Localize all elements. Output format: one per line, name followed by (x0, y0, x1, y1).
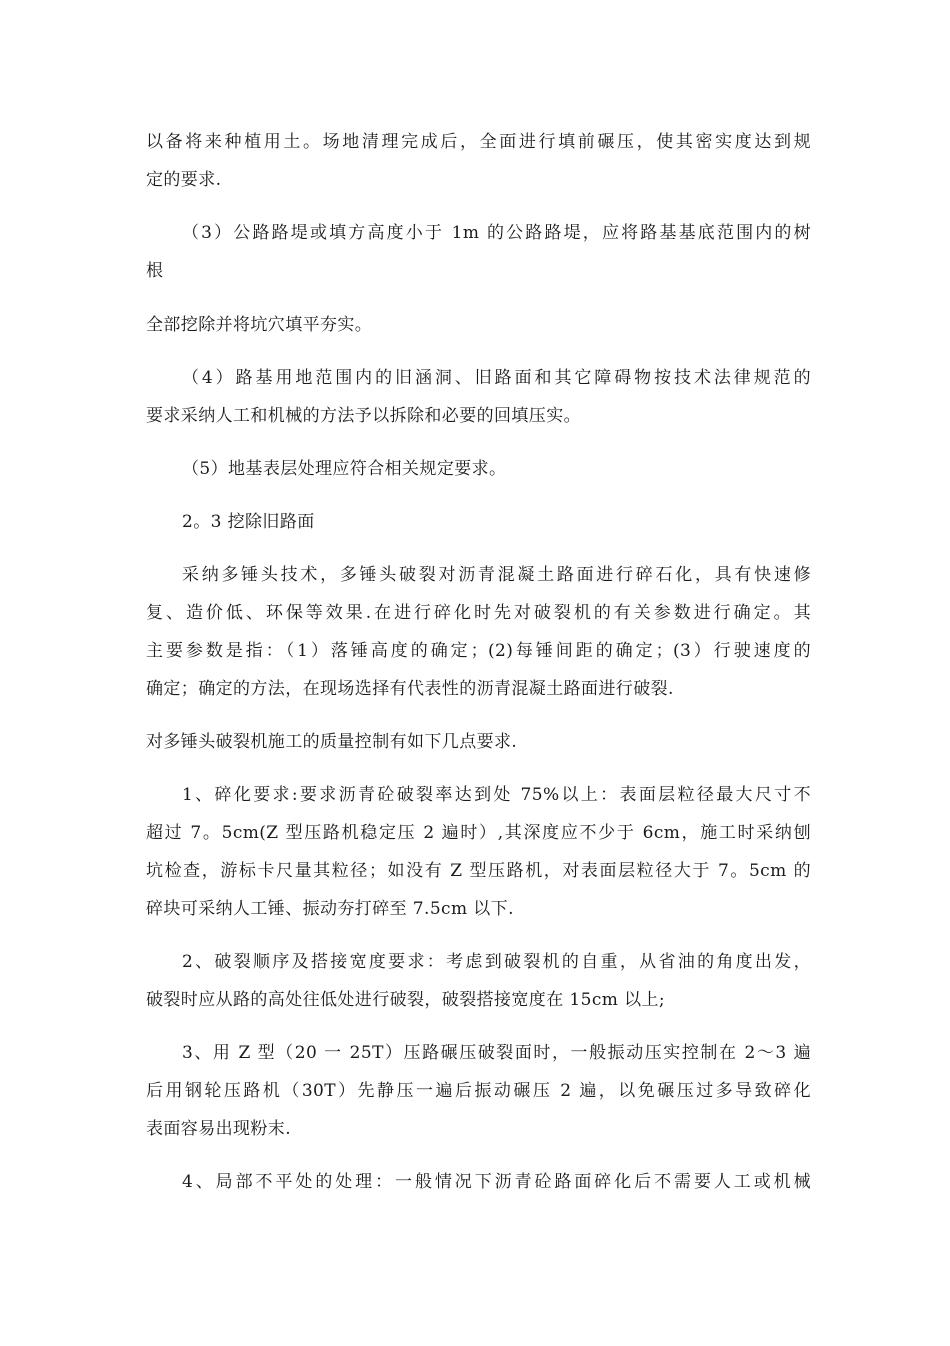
paragraph-line: （3）公路路堤或填方高度小于 1m 的公路路堤，应将路基基底范围内的树 (182, 223, 811, 243)
paragraph-line: 要求采纳人工和机械的方法予以拆除和必要的回填压实。 (146, 406, 581, 426)
paragraph-line: 全部挖除并将坑穴填平夯实。 (146, 315, 373, 335)
paragraph-line: （4）路基用地范围内的旧涵洞、旧路面和其它障碍物按技术法律规范的 (182, 368, 811, 388)
paragraph-line: 3、用 Z 型（20 一 25T）压路碾压破裂面时，一般振动压实控制在 2～3 遍 (182, 1043, 811, 1063)
paragraph-line: 2、破裂顺序及搭接宽度要求：考虑到破裂机的自重，从省油的角度出发， (182, 952, 811, 972)
paragraph-line: 复、造价低、环保等效果.在进行碎化时先对破裂机的有关参数进行确定。其 (146, 603, 811, 623)
paragraph-line: 根 (146, 261, 164, 281)
paragraph-line: 表面容易出现粉末. (146, 1119, 292, 1139)
paragraph-line: 以备将来种植用土。场地清理完成后，全面进行填前碾压，使其密实度达到规 (146, 132, 811, 152)
paragraph-line: 采纳多锤头技术，多锤头破裂对沥青混凝土路面进行碎石化，具有快速修 (182, 565, 811, 585)
paragraph-line: 后用钢轮压路机（30T）先静压一遍后振动碾压 2 遍，以免碾压过多导致碎化 (146, 1081, 811, 1101)
paragraph-line: （5）地基表层处理应符合相关规定要求。 (182, 459, 507, 479)
paragraph-line: 定的要求. (146, 170, 222, 190)
paragraph-line: 碎块可采纳人工锤、振动夯打碎至 7.5cm 以下. (146, 899, 514, 919)
paragraph-line: 确定；确定的方法，在现场选择有代表性的沥青混凝土路面进行破裂. (146, 679, 674, 699)
section-heading: 2。3 挖除旧路面 (182, 512, 315, 532)
paragraph-line: 1、碎化要求:要求沥青砼破裂率达到处 75%以上：表面层粒径最大尺寸不 (182, 785, 811, 805)
paragraph-line: 4、局部不平处的处理：一般情况下沥青砼路面碎化后不需要人工或机械 (182, 1172, 811, 1192)
paragraph-line: 破裂时应从路的高处往低处进行破裂，破裂搭接宽度在 15cm 以上; (146, 990, 666, 1010)
paragraph-line: 主要参数是指：（1）落锤高度的确定；(2)每锤间距的确定；(3）行驶速度的 (146, 641, 811, 661)
paragraph-line: 对多锤头破裂机施工的质量控制有如下几点要求. (146, 732, 518, 752)
paragraph-line: 坑检查，游标卡尺量其粒径；如没有 Z 型压路机，对表面层粒径大于 7。5cm 的 (146, 861, 811, 881)
paragraph-line: 超过 7。5cm(Z 型压路机稳定压 2 遍时）,其深度应不少于 6cm，施工时采纳刨 (146, 823, 811, 843)
